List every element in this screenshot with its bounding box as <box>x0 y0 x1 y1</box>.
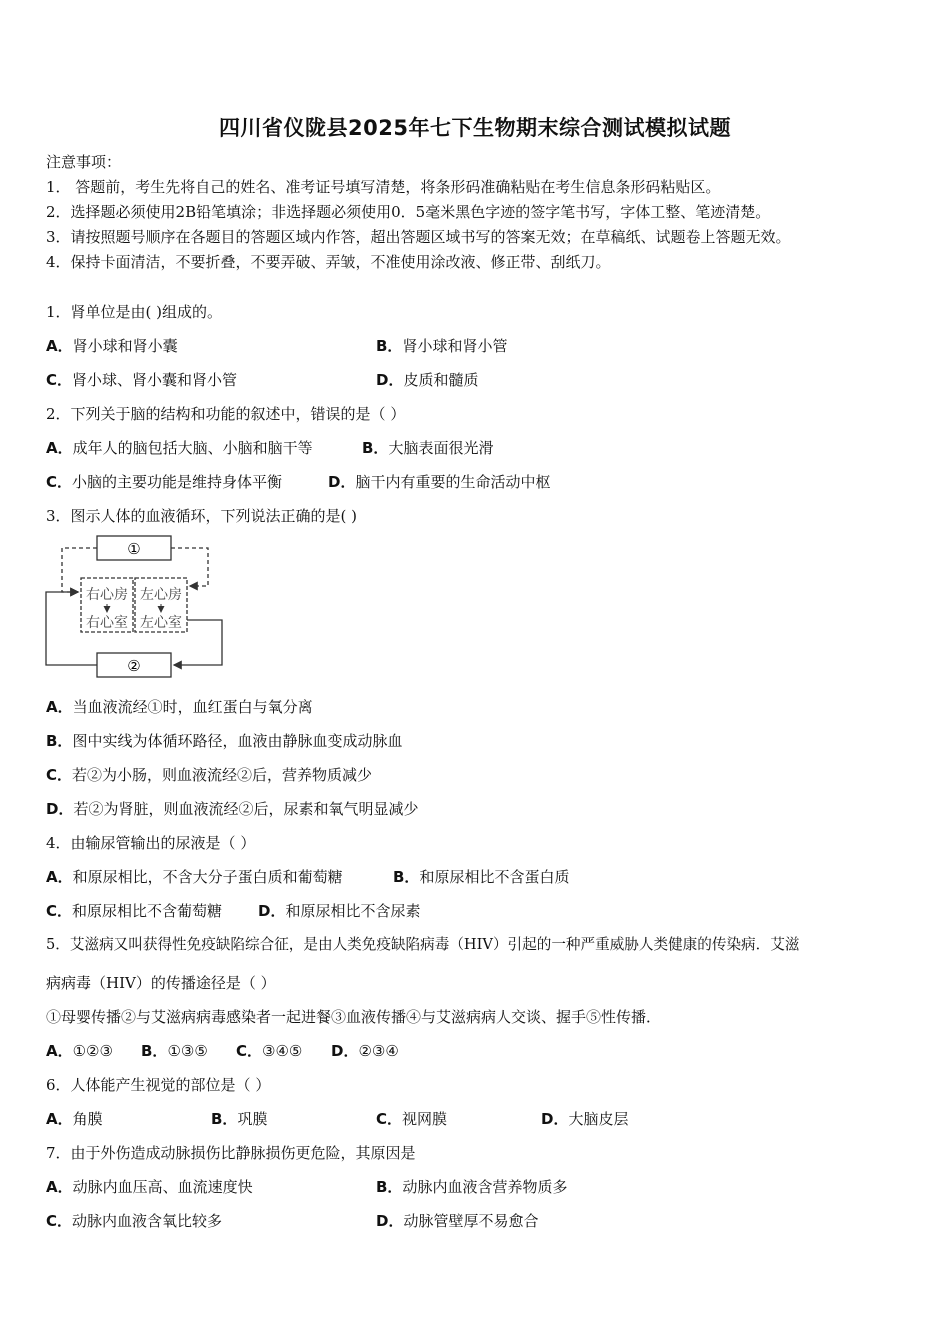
option-text: 大脑表面很光滑 <box>388 439 494 457</box>
q3-option-b[interactable] <box>46 731 402 751</box>
option-label: C． <box>46 766 73 784</box>
option-label: C． <box>46 371 73 389</box>
q5-option-c[interactable] <box>236 1041 302 1061</box>
option-label: C． <box>46 473 73 491</box>
option-text: 脑干内有重要的生命活动中枢 <box>355 473 551 491</box>
option-text: 成年人的脑包括大脑、小脑和脑干等 <box>72 439 313 457</box>
q1-option-c[interactable] <box>46 370 237 390</box>
q6-option-a[interactable] <box>46 1109 103 1129</box>
option-label: D． <box>541 1110 569 1128</box>
option-label: A． <box>46 1042 73 1060</box>
q5-stem-line-2: 病病毒（HIV）的传播途径是（ ） <box>46 974 276 992</box>
option-label: C． <box>376 1110 403 1128</box>
option-text: ①③⑤ <box>167 1042 208 1060</box>
q4-option-d[interactable] <box>258 901 420 921</box>
option-text: ①②③ <box>72 1042 113 1060</box>
option-text: 小脑的主要功能是维持身体平衡 <box>72 473 283 491</box>
option-label: D． <box>328 473 356 491</box>
option-label: A． <box>46 337 73 355</box>
option-label: A． <box>46 868 73 886</box>
option-label: B． <box>393 868 420 886</box>
option-text: 和原尿相比，不含大分子蛋白质和葡萄糖 <box>72 868 343 886</box>
option-text: 若②为小肠，则血液流经②后，营养物质减少 <box>72 766 373 784</box>
q3-option-d[interactable] <box>46 799 418 819</box>
right-ventricle-label: 右心室 <box>86 615 128 631</box>
right-atrium-label: 右心房 <box>86 587 128 603</box>
q3-option-a[interactable] <box>46 697 313 717</box>
option-text: 动脉内血压高、血流速度快 <box>72 1178 253 1196</box>
option-label: D． <box>258 902 286 920</box>
q1-stem: 1．肾单位是由( )组成的。 <box>46 303 223 321</box>
page-title: 四川省仪陇县2025年七下生物期末综合测试模拟试题 <box>219 116 731 140</box>
q2-option-b[interactable] <box>362 438 493 458</box>
option-text: ②③④ <box>358 1042 399 1060</box>
option-label: C． <box>46 902 73 920</box>
option-label: B． <box>362 439 389 457</box>
option-text: 和原尿相比不含葡萄糖 <box>72 902 223 920</box>
notice-heading: 注意事项： <box>46 153 122 171</box>
blood-circulation-diagram <box>40 532 230 678</box>
q2-option-a[interactable] <box>46 438 313 458</box>
q7-option-a[interactable] <box>46 1177 253 1197</box>
option-text: 视网膜 <box>402 1110 448 1128</box>
left-atrium-label: 左心房 <box>140 587 182 603</box>
option-text: 图中实线为体循环路径，血液由静脉血变成动脉血 <box>72 732 403 750</box>
q4-stem: 4．由输尿管输出的尿液是（ ） <box>46 834 256 852</box>
q2-stem: 2．下列关于脑的结构和功能的叙述中，错误的是（ ） <box>46 405 406 423</box>
option-text: 动脉管壁厚不易愈合 <box>403 1212 539 1230</box>
option-label: D． <box>376 371 404 389</box>
option-label: B． <box>211 1110 238 1128</box>
option-label: B． <box>46 732 73 750</box>
option-text: 肾小球、肾小囊和肾小管 <box>72 371 238 389</box>
option-label: B． <box>141 1042 168 1060</box>
q2-option-c[interactable] <box>46 472 282 492</box>
option-text: 肾小球和肾小囊 <box>72 337 178 355</box>
q7-stem: 7．由于外伤造成动脉损伤比静脉损伤更危险，其原因是 <box>46 1144 416 1162</box>
box-1-label: ① <box>127 540 141 558</box>
q6-option-b[interactable] <box>211 1109 267 1129</box>
option-text: 巩膜 <box>237 1110 268 1128</box>
option-label: A． <box>46 1110 73 1128</box>
left-ventricle-label: 左心室 <box>140 615 182 631</box>
option-label: A． <box>46 439 73 457</box>
option-label: B． <box>376 1178 403 1196</box>
option-label: A． <box>46 698 73 716</box>
q3-stem: 3．图示人体的血液循环，下列说法正确的是( ) <box>46 507 358 525</box>
q2-option-d[interactable] <box>328 472 550 492</box>
option-label: A． <box>46 1178 73 1196</box>
q4-option-a[interactable] <box>46 867 343 887</box>
option-text: 皮质和髓质 <box>403 371 479 389</box>
option-label: D． <box>376 1212 404 1230</box>
notice-item-3: 3．请按照题号顺序在各题目的答题区域内作答，超出答题区域书写的答案无效；在草稿纸、试题卷上答题无效。 <box>46 228 791 246</box>
q4-option-b[interactable] <box>393 867 569 887</box>
q5-option-b[interactable] <box>141 1041 208 1061</box>
option-label: C． <box>46 1212 73 1230</box>
option-text: 动脉内血液含氧比较多 <box>72 1212 223 1230</box>
option-text: 肾小球和肾小管 <box>402 337 508 355</box>
q6-option-d[interactable] <box>541 1109 628 1129</box>
option-text: 当血液流经①时，血红蛋白与氧分离 <box>72 698 313 716</box>
q5-stem-line-3: ①母婴传播②与艾滋病病毒感染者一起进餐③血液传播④与艾滋病病人交谈、握手⑤性传播． <box>46 1008 662 1026</box>
option-label: D． <box>46 800 74 818</box>
q7-option-d[interactable] <box>376 1211 538 1231</box>
q1-option-b[interactable] <box>376 336 507 356</box>
q5-option-a[interactable] <box>46 1041 113 1061</box>
option-text: 和原尿相比不含尿素 <box>285 902 421 920</box>
notice-item-1: 1． 答题前，考生先将自己的姓名、准考证号填写清楚，将条形码准确粘贴在考生信息条形码粘贴区。 <box>46 178 721 196</box>
option-label: C． <box>236 1042 263 1060</box>
q7-option-c[interactable] <box>46 1211 222 1231</box>
option-label: B． <box>376 337 403 355</box>
option-text: 角膜 <box>72 1110 103 1128</box>
option-text: 若②为肾脏，则血液流经②后，尿素和氧气明显减少 <box>73 800 419 818</box>
box-2-label: ② <box>127 657 141 675</box>
q1-option-d[interactable] <box>376 370 478 390</box>
q6-stem: 6．人体能产生视觉的部位是（ ） <box>46 1076 271 1094</box>
option-text: 大脑皮层 <box>568 1110 629 1128</box>
option-text: 和原尿相比不含蛋白质 <box>419 868 570 886</box>
q6-option-c[interactable] <box>376 1109 447 1129</box>
notice-item-4: 4．保持卡面清洁，不要折叠，不要弄破、弄皱，不准使用涂改液、修正带、刮纸刀。 <box>46 253 611 271</box>
q5-stem-line-1: 5．艾滋病又叫获得性免疫缺陷综合征，是由人类免疫缺陷病毒（HIV）引起的一种严重威胁人类健康的传染病．艾滋 <box>46 936 800 953</box>
option-text: ③④⑤ <box>262 1042 303 1060</box>
q1-option-a[interactable] <box>46 336 178 356</box>
q3-option-c[interactable] <box>46 765 372 785</box>
q4-option-c[interactable] <box>46 901 222 921</box>
option-label: D． <box>331 1042 359 1060</box>
option-text: 动脉内血液含营养物质多 <box>402 1178 568 1196</box>
q5-option-d[interactable] <box>331 1041 399 1061</box>
notice-item-2: 2．选择题必须使用2B铅笔填涂；非选择题必须使用0．5毫米黑色字迹的签字笔书写，字体工整、笔迹清楚。 <box>46 203 771 221</box>
q7-option-b[interactable] <box>376 1177 567 1197</box>
